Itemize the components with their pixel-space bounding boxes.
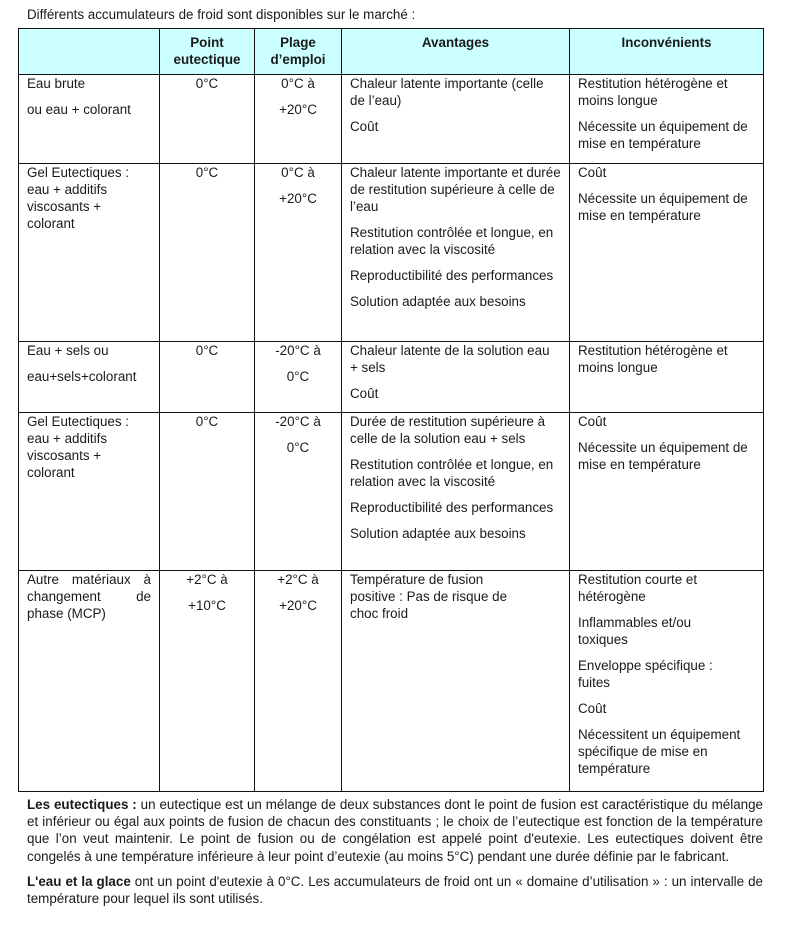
type-line: Gel Eutectiques : eau + additifs viscosants + colorant [27, 165, 129, 231]
header-line: eutectique [173, 52, 241, 67]
type-line: Autre matériaux à changement de phase (MCP) [27, 572, 151, 621]
cell-avantages [342, 75, 570, 164]
glace-text: ont un point d'eutexie à 0°C. Les accumulateurs de froid ont un « domaine d’utilisation » : un intervalle de température pour lequel ils sont utilisés. [27, 873, 763, 907]
cell-type [19, 164, 160, 342]
cell-inconvenients [570, 571, 764, 792]
avantage-item: Solution adaptée aux besoins [350, 526, 526, 541]
type-line: Gel Eutectiques : eau + additifs viscosants + colorant [27, 414, 129, 480]
intro-text: Différents accumulateurs de froid sont disponibles sur le marché : [27, 7, 416, 22]
plage-to: +20°C [279, 191, 317, 206]
table-row [19, 342, 764, 413]
plage-from: -20°C à [275, 414, 321, 429]
header-point-eutectique [160, 29, 255, 75]
header-plage-emploi [255, 29, 342, 75]
plage-to: 0°C [286, 440, 310, 455]
table-row [19, 413, 764, 571]
header-line: d’emploi [270, 52, 326, 67]
type-line: eau+sels+colorant [27, 369, 137, 384]
inconvenient-item: Coût [578, 701, 607, 716]
inconvenient-item: Nécessitent un équipement spécifique de mise en température [578, 727, 741, 776]
avantage-item: Chaleur latente importante (celle de l’eau) [350, 76, 544, 108]
header-empty [19, 29, 160, 75]
glace-paragraph [27, 873, 763, 907]
plage-to: +20°C [279, 102, 317, 117]
cell-point [160, 75, 255, 164]
eutectiques-paragraph [27, 796, 763, 865]
inconvenient-item: Inflammables et/ou toxiques [578, 615, 692, 647]
avantage-item: Reproductibilité des performances [350, 500, 554, 515]
cell-point [160, 571, 255, 792]
point-value: 0°C [195, 76, 219, 91]
glace-label: L'eau et la glace [27, 873, 131, 889]
cell-inconvenients [570, 413, 764, 571]
cell-point [160, 164, 255, 342]
plage-from: -20°C à [275, 343, 321, 358]
cell-avantages [342, 164, 570, 342]
cell-type [19, 571, 160, 792]
table-header-row [19, 29, 764, 75]
inconvenient-item: Restitution courte et hétérogène [578, 572, 698, 604]
inconvenient-item: Nécessite un équipement de mise en température [578, 119, 748, 151]
type-line: ou eau + colorant [27, 102, 131, 117]
cell-plage [255, 164, 342, 342]
plage-from: +2°C à [277, 572, 319, 587]
plage-to: +20°C [279, 598, 317, 613]
notes-section [27, 796, 763, 915]
avantage-item: Chaleur latente importante et durée de restitution supérieure à celle de l’eau [350, 165, 561, 214]
table-row [19, 571, 764, 792]
cell-inconvenients [570, 75, 764, 164]
cell-type [19, 75, 160, 164]
avantage-item: Température de fusion positive : Pas de risque de choc froid [350, 572, 508, 621]
inconvenient-item: Coût [578, 414, 607, 429]
cell-plage [255, 413, 342, 571]
eutectiques-label: Les eutectiques : [27, 797, 137, 812]
header-inconvenients: Inconvénients [570, 29, 764, 75]
cell-avantages [342, 413, 570, 571]
plage-from: 0°C à [281, 76, 315, 91]
header-line: Point [190, 35, 224, 50]
avantage-item: Solution adaptée aux besoins [350, 294, 526, 309]
avantage-item: Restitution contrôlée et longue, en relation avec la viscosité [350, 457, 554, 489]
inconvenient-item: Nécessite un équipement de mise en température [578, 440, 748, 472]
cell-plage [255, 571, 342, 792]
type-line: Eau + sels ou [27, 343, 109, 358]
point-from: +2°C à [186, 572, 228, 587]
inconvenient-item: Enveloppe spécifique : fuites [578, 658, 713, 690]
cell-point [160, 413, 255, 571]
header-line: Plage [280, 35, 316, 50]
accumulateurs-table [18, 28, 764, 792]
avantage-item: Chaleur latente de la solution eau + sels [350, 343, 550, 375]
inconvenient-item: Coût [578, 165, 607, 180]
cell-plage [255, 75, 342, 164]
cell-type [19, 342, 160, 413]
avantage-item: Restitution contrôlée et longue, en relation avec la viscosité [350, 225, 554, 257]
point-to: +10°C [188, 598, 226, 613]
cell-avantages [342, 342, 570, 413]
avantage-item: Coût [350, 119, 379, 134]
inconvenient-item: Restitution hétérogène et moins longue [578, 76, 728, 108]
header-avantages: Avantages [342, 29, 570, 75]
type-line: Eau brute [27, 76, 86, 91]
cell-type [19, 413, 160, 571]
cell-inconvenients [570, 342, 764, 413]
cell-point [160, 342, 255, 413]
avantage-item: Durée de restitution supérieure à celle de la solution eau + sels [350, 414, 546, 446]
cell-plage [255, 342, 342, 413]
point-value: 0°C [195, 414, 219, 429]
eutectiques-text: un eutectique est un mélange de deux substances dont le point de fusion est caractéristique du mélange et inférieur ou égal aux points de fusion de chacun des constituants ; le choix de l’eutectique est fonction de la température que l’on veut maintenir. Le point de fusion ou de congélation est appelé point d'eutexie. Les eutectiques doivent être congelés à une température inférieure à leur point d’eutexie (au moins 5°C) pendant une durée définie par le fabricant. [27, 797, 764, 864]
inconvenient-item: Nécessite un équipement de mise en température [578, 191, 748, 223]
point-value: 0°C [195, 165, 219, 180]
avantage-item: Coût [350, 386, 379, 401]
plage-from: 0°C à [281, 165, 315, 180]
avantage-item: Reproductibilité des performances [350, 268, 554, 283]
cell-inconvenients [570, 164, 764, 342]
point-value: 0°C [195, 343, 219, 358]
table-row [19, 75, 764, 164]
cell-avantages [342, 571, 570, 792]
plage-to: 0°C [286, 369, 310, 384]
inconvenient-item: Restitution hétérogène et moins longue [578, 343, 728, 375]
table-row [19, 164, 764, 342]
